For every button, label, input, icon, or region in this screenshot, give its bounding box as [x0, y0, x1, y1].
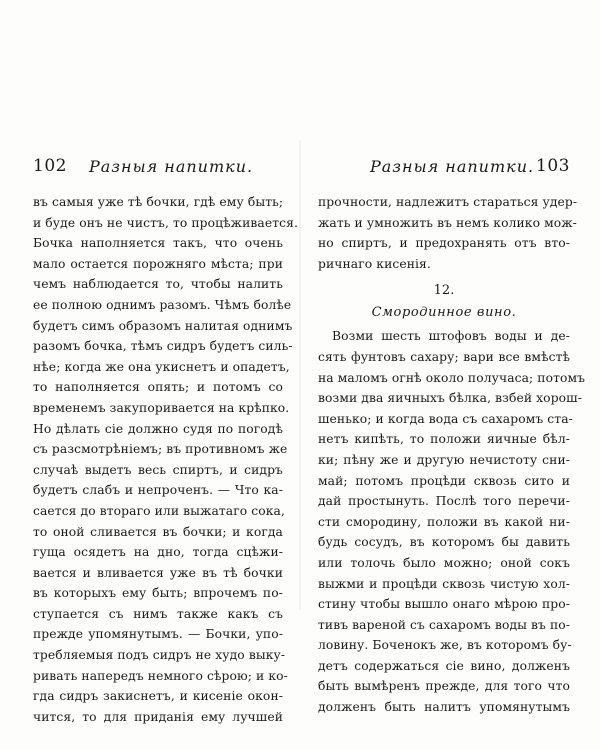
text-line: и буде онъ не чистъ, то процѣживается. — [33, 215, 298, 230]
text-line: чится, то для приданія ему лучшей — [33, 709, 283, 724]
text-line: ки; пѣну же и другую нечистоту сни- — [318, 452, 570, 467]
text-line: но спиртъ, и предохранять отъ вто- — [318, 236, 570, 251]
text-line: сять фунтовъ сахару; вари все вмѣстѣ — [318, 349, 570, 364]
right-page-body — [318, 192, 586, 718]
section-number: 12. — [433, 283, 455, 299]
text-line: возми два яичныхъ бѣлка, взбей хорош- — [318, 391, 582, 406]
text-line: стину чтобы вышло онаго мѣрою про- — [318, 597, 570, 612]
text-line: на маломъ огнѣ около получаса; потомъ — [318, 370, 586, 385]
left-page-header — [33, 156, 283, 180]
text-line: нѣе; когда же она укиснетъ и опадетъ, — [33, 359, 290, 374]
left-page-number: 102 — [33, 156, 67, 176]
left-page — [33, 156, 298, 727]
text-line: требляемыя подъ сидръ не худо выку- — [33, 648, 286, 663]
text-line: разомъ бочка, тѣмъ сидръ будетъ силь- — [33, 339, 293, 354]
section-title: Смородинное вино. — [371, 305, 517, 321]
text-line: ривать напередъ немного сѣрою; и ко- — [33, 668, 288, 683]
text-line: дай простынуть. Послѣ того перечи- — [318, 494, 570, 509]
text-line: ее полною однимъ разомъ. Чѣмъ болѣе — [33, 297, 292, 312]
text-line: вается и вливается уже въ тѣ бочки — [33, 565, 283, 580]
right-page-number: 103 — [536, 156, 570, 176]
text-line: прочности, надлежитъ стараться удер- — [318, 195, 578, 209]
text-line: или толочь было можно; оной сокъ — [318, 555, 570, 570]
text-line: ловину. Боченокъ же, въ которомъ бу- — [318, 638, 572, 653]
text-line: то наполняется опять; и потомъ со — [33, 380, 283, 395]
text-line: въ которыхъ ему быть; впрочемъ по- — [33, 586, 283, 601]
text-line: шенько; и когда вода съ сахаромъ ста- — [318, 411, 573, 426]
text-line: быть вымѣренъ прежде, для того что — [318, 679, 570, 694]
text-line: долженъ быть налитъ упомянутымъ — [318, 700, 570, 715]
text-line: сти смородину, положи въ какой ни- — [318, 514, 570, 529]
right-page — [318, 156, 586, 718]
text-line: чемъ наблюдается то, чтобы налить — [33, 277, 283, 292]
text-line: мало остается порожняго мѣста; при — [33, 256, 283, 271]
text-line: ступается съ нимъ также какъ съ — [33, 606, 283, 621]
text-line: то оной сливается въ бочки; и когда — [33, 524, 283, 539]
text-line: нетъ кипѣть, то положи яичные бѣл- — [318, 432, 570, 447]
text-line: прежде упомянутымъ. — Бочки, упо- — [33, 627, 283, 642]
text-line: ричнаго кисенія. — [318, 256, 431, 271]
text-line: выжми и процѣди сквозь чистую хол- — [318, 576, 570, 591]
text-line: сается до втораго или выжатаго сока, — [33, 503, 285, 518]
text-line: тивъ вареной съ сахаромъ воды въ по- — [318, 617, 571, 632]
right-page-header — [318, 156, 570, 180]
text-line: Но дѣлать сіе должно судя по погодѣ — [33, 421, 283, 436]
text-line: съ разсмотрѣніемъ; въ противномъ же — [33, 442, 288, 457]
text-line: Возми шесть штофовъ воды и де- — [332, 329, 570, 344]
text-line: будетъ симъ образомъ налитая однимъ — [33, 318, 293, 333]
text-line: временемъ закупоривается на крѣпко. — [33, 400, 290, 415]
text-line: случаѣ выдетъ весь спиртъ, и сидръ — [33, 462, 283, 477]
text-line: въ самыя уже тѣ бочки, гдѣ ему быть; — [33, 195, 284, 209]
text-line: Бочка наполняется такъ, что очень — [33, 236, 283, 251]
text-line: будь сосудъ, въ которомъ бы давить — [318, 535, 570, 550]
text-line: детъ содержаться сіе вино, долженъ — [318, 658, 570, 673]
text-line: гда сидръ закиснетъ, и кисеніе окон- — [33, 689, 283, 704]
text-line: май; потомъ процѣди сквозь сито и — [318, 473, 570, 488]
text-line: будетъ слабъ и непроченъ. — Что ка- — [33, 483, 283, 498]
right-running-head: Разныя напитки. — [370, 157, 535, 176]
left-page-body — [33, 192, 298, 727]
left-running-head: Разныя напитки. — [89, 157, 254, 176]
book-gutter — [299, 140, 301, 610]
text-line: жать и умножить въ немъ колико мож- — [318, 215, 577, 230]
text-line: гуща осядетъ на дно, тогда сцѣжи- — [33, 545, 283, 560]
